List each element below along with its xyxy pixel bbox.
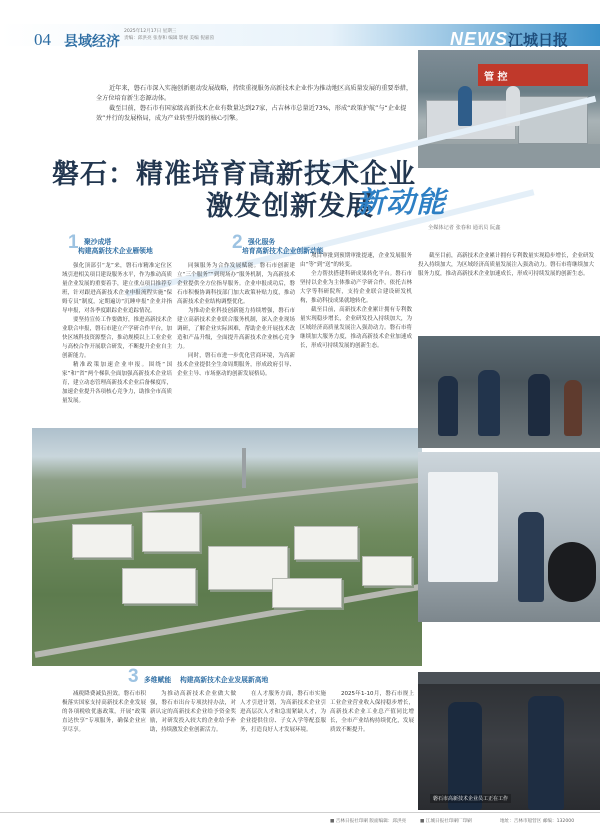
paragraph: 同时，磐石市进一步优化营商环境，为高新技术企业提供全生命周期服务，形成政府引导、企业主导、市场驱动的创新发展格局。 (177, 353, 295, 377)
subhead-title: 聚沙成塔 (84, 238, 112, 246)
production-line-photo (418, 452, 600, 622)
paragraph: 在人才服务方面，磐石市实施人才引进计划，为高新技术企业引进高层次人才和急需紧缺人才，为企业提供住房、子女入学等配套服务，打造良好人才发展环境。 (240, 691, 326, 733)
factory-building (294, 526, 358, 560)
inspection-photo (418, 672, 600, 810)
factory-sign: 管 控 (478, 64, 588, 86)
factory-building (122, 568, 196, 604)
paragraph: 强化顶部引“龙”来，磐石市精准定位区域引进相关项目建设服务水平，作为推动高质量企业发展的重要着手，建立重点项目推荐专班，针对跟进高新技术企业申报流程实施“保姆专员”制度，定期遍访“沉睡申报”企业并指导申报，对各季度跟踪企业追踪情况。 (62, 263, 172, 314)
workshop-photo (418, 336, 600, 448)
worker-figure (518, 512, 544, 602)
header-editors: 责编：邱洪亮 张春和 编辑 影视 美编 倪嘉茵 (124, 36, 214, 41)
chimney (242, 448, 246, 488)
subhead-subtitle: 构建高新技术企业发展新高地 (180, 676, 269, 684)
footer-item: ■ 江城日报社印刷厂印刷 (420, 819, 472, 824)
bottle-shelf (418, 672, 600, 684)
subhead-subtitle: 培育高新技术企业创新动能 (242, 247, 324, 255)
article-column-bottom-3 (240, 690, 326, 808)
factory-building (272, 578, 342, 608)
worker-figure (564, 380, 582, 436)
page-number: 04 (34, 30, 51, 49)
subhead-subtitle: 构建高新技术企业雁领地 (78, 247, 153, 255)
paragraph: 全力帮扶搭建科研成果转化平台。磐石市坚持以企业为主体推动产学研合作，依托吉林大学等科研院所，支持企业联合建设研发机构，推动科技成果就地转化。 (300, 271, 412, 304)
worker-figure (528, 374, 550, 436)
article-column-2 (177, 262, 295, 427)
road (34, 584, 419, 658)
paragraph: 减税降费减负担效。磐石市积极落实国家支持高新技术企业发展的各项税收优惠政策，开展“政策直达快享”专项服务，确保企业应享尽享。 (62, 691, 146, 733)
worker-figure (528, 696, 564, 810)
worker-figure (478, 370, 500, 436)
paragraph: 2025年1-10月，磐石市规上工业企业营业收入保持稳步增长，高新技术企业工业总产值同比增长，全市产业结构持续优化，发展质效不断提升。 (330, 691, 414, 733)
paper-logo: 江城日报 (508, 33, 569, 49)
factory-photo (418, 50, 600, 168)
page-footer (0, 812, 600, 828)
road (33, 478, 421, 524)
intro-text (96, 84, 416, 124)
article-column-right (418, 252, 594, 332)
header-meta (124, 28, 214, 42)
subhead-number: 1 (68, 232, 79, 253)
article-column-3 (300, 252, 412, 427)
paragraph: 要坚持宣传工作要做好，推进高新技术企业联合申报，磐石市建立产学研合作平台，加快区域科技资源整合，推动规模以上工业企业与高校合作开展联合研发，不断提升企业自主创新能力。 (62, 317, 172, 359)
headline-line1: 磐石：精准培育高新技术企业 (52, 159, 416, 190)
subhead-title: 多维赋能 (144, 676, 172, 684)
worker-figure (458, 86, 472, 126)
paragraph: 同频服务为合作发展赋能。磐石市创新建立“三个服务”“到现场办”服务机制，为高新技术企业提供全方位指导服务。企业申报成功后，磐石市积极协调科技部门加大政策补贴力度，推动高新技术企业结构调整优化。 (177, 263, 295, 305)
subhead-number: 3 (128, 666, 139, 687)
article-column-bottom-1 (62, 690, 146, 808)
paragraph: 为推动企业科技创新能力持续增强，磐石市建立高新技术企业联合服务机制，深入企业现场调研，了解企业实际困难，帮助企业开展技术改造和产品升级，全面提升高新技术企业核心竞争力。 (177, 308, 295, 350)
paragraph: 截至目前，高新技术企业累计拥有专利数量实现稳步增长，企业研发投入持续加大，为区域经济高质量发展注入强劲动力。磐石市将继续加大服务力度，推动高新技术企业加速成长，形成可持续发展的创新生态。 (300, 307, 412, 349)
page-header (0, 0, 600, 50)
paragraph: 精准政策加速企业申报。围绕“国家”和“省”两个梯队全面加强高新技术企业培育，建立动态管理高新技术企业后备梯度库，加速企业提升各项核心竞争力，助推全市高质量发展。 (62, 362, 172, 404)
paragraph: 为推动高新技术企业做大做强，磐石市出台专项扶持办法，对新认定的高新技术企业给予资金奖励，对研发投入较大的企业给予补助，持续激发企业创新活力。 (150, 691, 236, 733)
subhead-number: 2 (232, 232, 243, 253)
photo-caption: 磐石市高新技术企业员工正在工作 (430, 794, 511, 803)
machine (548, 542, 596, 602)
news-label: NEWS (450, 29, 508, 49)
footer-item: ■ 吉林日报社印刷 版面编辑：邱洪亮 (330, 819, 407, 824)
factory-building (72, 524, 132, 558)
headline-line2: 激发创新发展 (206, 191, 374, 222)
paragraph: 项目审批到预期审批提速，企业发展服务由“等”到“送”的转变。 (300, 253, 412, 268)
header-date: 2025年12月17日 星期三 (124, 29, 177, 34)
article-column-bottom-2 (150, 690, 236, 808)
headline-accent: 新动能 (356, 185, 447, 219)
section-title: 县域经济 (64, 34, 120, 50)
intro-paragraph: 截至目前，磐石市有国家级高新技术企业有数量达到27家，占吉林市总量近73%，形成“政策护航”与“企业提效”并行的发展格局，成为产业转型升级的核心引擎。 (96, 105, 407, 122)
factory-floor (418, 144, 600, 168)
intro-paragraph: 近年来，磐石市深入实施创新驱动发展战略，持续重视服务高新技术企业作为推动地区高质量发展的重要举措，全方位培育新生态源动体。 (96, 85, 413, 102)
footer-item: 地址：吉林市船营区 邮编：132000 (500, 819, 575, 824)
factory-building (142, 512, 200, 552)
industrial-park-aerial-photo (32, 428, 422, 666)
worker-figure (438, 376, 458, 436)
paragraph: 截至目前，高新技术企业累计拥有专利数量实现稳步增长，企业研发投入持续加大，为区域经济高质量发展注入强劲动力。磐石市将继续加大服务力度，推动高新技术企业加速成长，形成可持续发展的创新生态。 (418, 253, 594, 277)
byline: 全媒体记者 张春和 通讯员 阮鑫 (428, 225, 501, 231)
article-column-bottom-4 (330, 690, 414, 808)
article-column-1 (62, 262, 172, 427)
factory-building (362, 556, 412, 586)
machine (428, 472, 498, 582)
subhead-title: 强化服务 (248, 238, 276, 246)
